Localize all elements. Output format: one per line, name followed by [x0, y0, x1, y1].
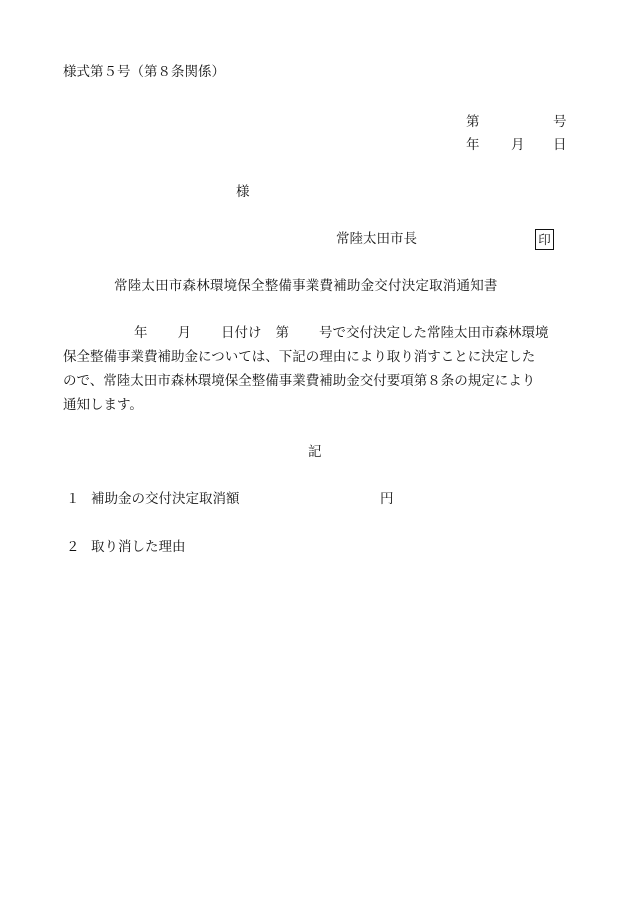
- body-paragraph-line-2: 保全整備事業費補助金については、下記の理由により取り消すことに決定した: [63, 349, 536, 365]
- document-title: 常陸太田市森林環境保全整備事業費補助金交付決定取消通知書: [114, 278, 498, 294]
- body-day-dated: 日付け: [221, 325, 262, 341]
- date-month: 月: [511, 137, 525, 153]
- item-1-label: 補助金の交付決定取消額: [91, 491, 240, 507]
- date-day: 日: [553, 137, 567, 153]
- body-month: 月: [177, 325, 191, 341]
- seal-mark: 印: [535, 229, 554, 250]
- document-number-suffix: 号: [553, 114, 567, 130]
- body-line-1-text: 号で交付決定した常陸太田市森林環境: [319, 325, 549, 341]
- item-2-number: ２: [66, 539, 80, 555]
- addressee-honorific: 様: [236, 184, 250, 200]
- body-paragraph-line-4: 通知します。: [63, 397, 143, 413]
- note-heading: 記: [308, 444, 322, 460]
- body-year: 年: [134, 325, 148, 341]
- body-number-prefix: 第: [275, 325, 289, 341]
- body-paragraph-line-3: ので、常陸太田市森林環境保全整備事業費補助金交付要項第８条の規定により: [63, 373, 536, 389]
- item-1-number: １: [66, 491, 80, 507]
- body-paragraph-line-1: [63, 327, 549, 341]
- date-year: 年: [466, 137, 480, 153]
- issuer-name: 常陸太田市長: [336, 231, 417, 247]
- item-1-unit: 円: [380, 491, 394, 507]
- document-number-prefix: 第: [466, 114, 480, 130]
- form-number: 様式第５号（第８条関係）: [63, 64, 225, 80]
- item-2-label: 取り消した理由: [91, 539, 186, 555]
